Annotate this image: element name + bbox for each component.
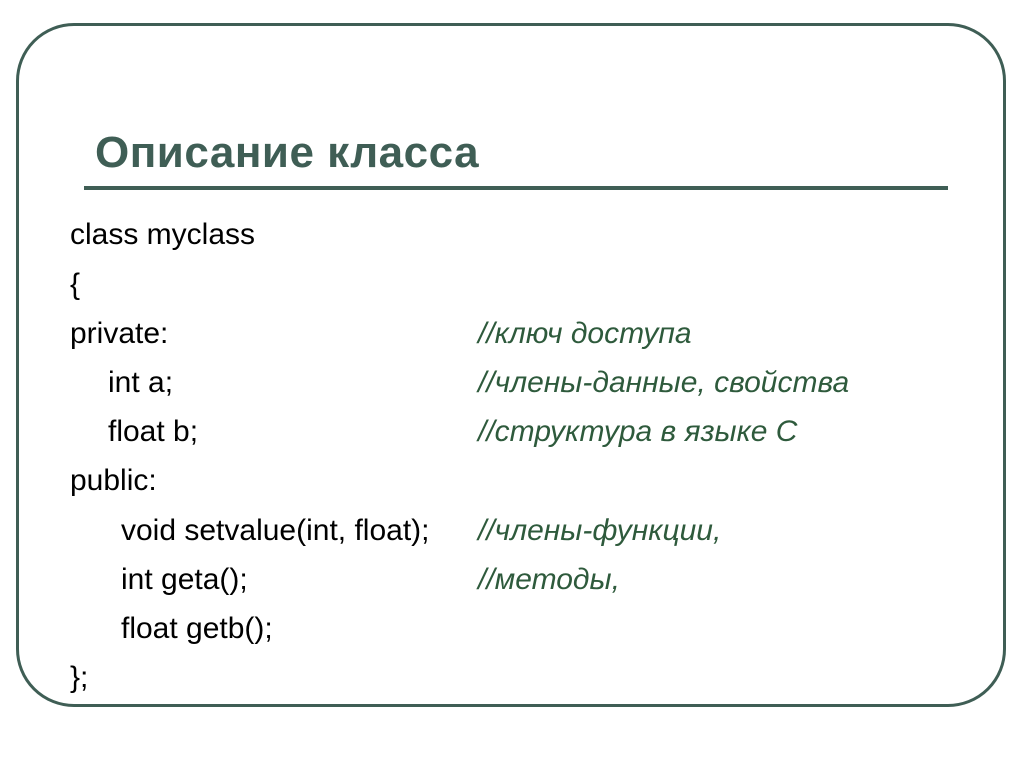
code-line-7: void setvalue(int, float); xyxy=(121,514,430,547)
code-line-1: class myclass xyxy=(70,218,256,251)
code-line-4: int a; xyxy=(108,366,174,399)
slide-title: Описание класса xyxy=(95,128,480,177)
comment-line-5: //структура в языке С xyxy=(478,415,798,448)
comment-line-8: //методы, xyxy=(478,563,620,596)
comment-line-3: //ключ доступа xyxy=(478,317,692,350)
code-line-9: float getb(); xyxy=(121,612,273,645)
comment-line-4: //члены-данные, свойства xyxy=(478,366,850,399)
title-underline xyxy=(84,186,948,190)
code-line-2: { xyxy=(70,268,81,301)
code-line-5: float b; xyxy=(108,415,199,448)
code-line-8: int geta(); xyxy=(121,563,248,596)
code-line-10: }; xyxy=(70,661,89,694)
code-line-6: public: xyxy=(70,464,157,497)
comment-line-7: //члены-функции, xyxy=(478,514,722,547)
code-line-3: private: xyxy=(70,317,169,350)
